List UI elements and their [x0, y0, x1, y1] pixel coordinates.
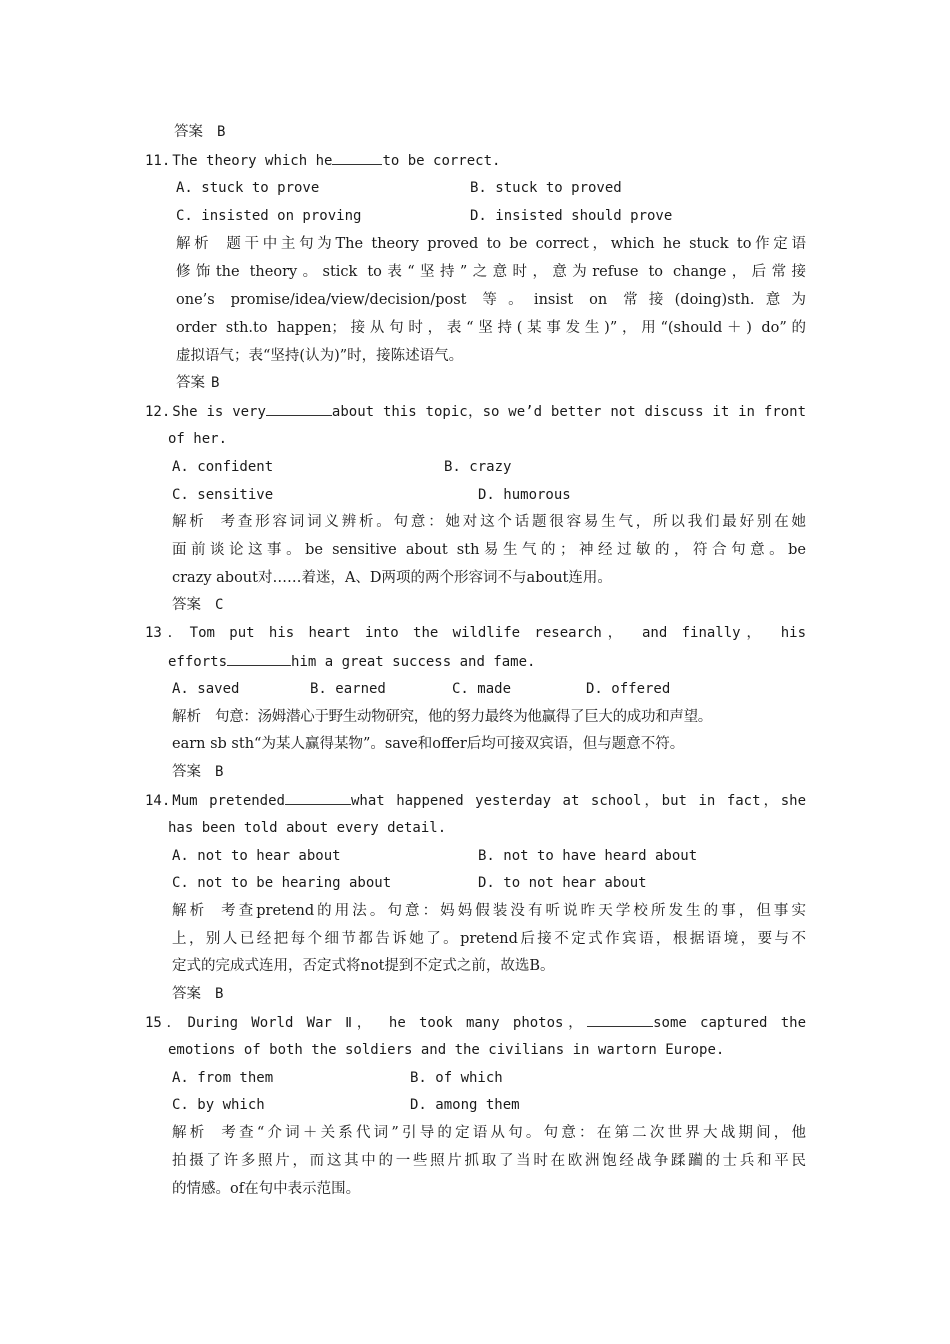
q15-analysis-line-3: 的情感。of在句中表示范围。	[172, 1181, 361, 1197]
option-d: D. among them	[410, 1097, 520, 1113]
option-a: A. from them	[172, 1070, 274, 1086]
stem-text: She is very	[172, 404, 266, 420]
q13-options-row	[172, 678, 812, 700]
option-c: C. sensitive	[172, 487, 274, 503]
answer-label: 答案	[172, 764, 201, 780]
q14-analysis-line-3: 定式的完成式连用，否定式将not提到不定式之前，故选B。	[172, 958, 555, 974]
q14-answer	[172, 983, 223, 1005]
question-number: 12.	[145, 404, 171, 420]
answer-blank	[227, 650, 291, 666]
q15-options-row-1	[172, 1067, 812, 1089]
option-c: C. by which	[172, 1097, 265, 1113]
option-b: B. not to have heard about	[478, 848, 698, 864]
q11-analysis-line-3: one’s promise/idea/view/decision/post 等。insist on 常接(doing)sth.意为	[176, 292, 806, 308]
q11-answer	[176, 372, 219, 394]
q11-analysis-line-1	[176, 233, 806, 255]
analysis-label: 解析	[172, 1125, 208, 1141]
q15-analysis-line-1	[172, 1122, 806, 1144]
answer-value: B	[215, 764, 224, 780]
option-b: B. stuck to proved	[470, 180, 622, 196]
analysis-label: 解析	[172, 903, 208, 919]
q13-answer	[172, 761, 223, 783]
question-number: 13．	[145, 625, 188, 641]
q11-analysis-line-5: 虚拟语气；表“坚持(认为)”时，接陈述语气。	[176, 348, 464, 364]
q11-options-row-2	[176, 205, 816, 227]
stem-text: Tom put his heart into the wildlife research， and finally， his	[189, 625, 806, 641]
stem-text: During World War Ⅱ， he took many photos，	[187, 1015, 588, 1031]
q14-analysis-line-1	[172, 900, 806, 922]
option-c: C. not to be hearing about	[172, 875, 392, 891]
q15-stem-line-2: emotions of both the soldiers and the civilians in wartorn Europe.	[168, 1042, 725, 1058]
q11-analysis-line-4: order sth.to happen；接从句时，表“坚持(某事发生)”，用“(should＋) do”的	[176, 320, 806, 336]
q12-stem-line-2: of her.	[168, 431, 228, 447]
q12-options-row-2	[172, 484, 812, 506]
answer-blank	[285, 789, 351, 805]
option-a: A. stuck to prove	[176, 180, 320, 196]
answer-value: B	[215, 986, 224, 1002]
question-number: 15．	[145, 1015, 186, 1031]
analysis-text: 句意：汤姆潜心于野生动物研究，他的努力最终为他赢得了巨大的成功和声望。	[215, 709, 712, 725]
analysis-text: 考查形容词词义辨析。句意：她对这个话题很容易生气，所以我们最好别在她	[220, 514, 806, 530]
answer-label: 答案	[172, 597, 201, 613]
stem-text: about this topic，so we’d better not discuss it in front	[331, 404, 806, 420]
q15-stem-line-1	[145, 1011, 806, 1033]
q15-options-row-2	[172, 1094, 812, 1116]
q11-options-row-1	[176, 177, 816, 199]
answer-blank	[266, 400, 332, 416]
stem-text: Mum pretended	[172, 793, 285, 809]
q12-answer	[172, 594, 223, 616]
stem-text: what happened yesterday at school，but in fact，she	[350, 793, 806, 809]
q15-analysis-line-2: 拍摄了许多照片，而这其中的一些照片抓取了当时在欧洲饱经战争蹂躏的士兵和平民	[172, 1153, 806, 1169]
answer-value: C	[215, 597, 224, 613]
q12-analysis-line-1	[172, 511, 806, 533]
q14-options-row-1	[172, 845, 812, 867]
q13-stem-line-1	[145, 622, 806, 644]
q12-stem-line-1	[145, 400, 806, 422]
stem-text: some captured the	[653, 1015, 806, 1031]
stem-text: to be correct.	[382, 153, 501, 169]
option-d: D. to not hear about	[478, 875, 647, 891]
analysis-label: 解析	[172, 709, 201, 725]
stem-text: efforts	[168, 654, 228, 670]
q13-analysis-line-2: earn sb sth“为某人赢得某物”。save和offer后均可接双宾语，但与题意不符。	[172, 736, 685, 752]
option-c: C. made	[452, 681, 512, 697]
q14-options-row-2	[172, 872, 812, 894]
q14-analysis-line-2: 上，别人已经把每个细节都告诉她了。pretend后接不定式作宾语，根据语境，要与不	[172, 931, 806, 947]
option-a: A. confident	[172, 459, 274, 475]
q11-analysis-line-2: 修饰the theory。stick to表“坚持”之意时，意为refuse to change，后常接	[176, 264, 806, 280]
answer-value: B	[217, 124, 226, 140]
q14-stem-line-1	[145, 789, 806, 811]
answer-label: 答案	[174, 124, 203, 140]
stem-text: The theory which he	[172, 153, 333, 169]
option-a: A. not to hear about	[172, 848, 341, 864]
q10-answer	[174, 121, 225, 143]
analysis-text: 考查“介词＋关系代词”引导的定语从句。句意：在第二次世界大战期间，他	[221, 1125, 806, 1141]
analysis-text: 考查pretend的用法。句意：妈妈假装没有听说昨天学校所发生的事，但事实	[221, 903, 806, 919]
option-c: C. insisted on proving	[176, 208, 362, 224]
question-number: 11.	[145, 153, 171, 169]
answer-value: B	[211, 375, 220, 391]
answer-blank	[332, 149, 382, 165]
option-b: B. earned	[310, 681, 386, 697]
analysis-label: 解析	[176, 236, 213, 252]
q13-analysis-line-1	[172, 706, 817, 728]
question-number: 14.	[145, 793, 171, 809]
analysis-text: 题干中主句为The theory proved to be correct，which he stuck to作定语	[226, 236, 806, 252]
option-b: B. of which	[410, 1070, 503, 1086]
q12-analysis-line-2: 面前谈论这事。be sensitive about sth易生气的；神经过敏的，符合句意。be	[172, 542, 806, 558]
q12-analysis-line-3: crazy about对……着迷，A、D两项的两个形容词不与about连用。	[172, 570, 612, 586]
option-d: D. insisted should prove	[470, 208, 673, 224]
option-a: A. saved	[172, 681, 240, 697]
q13-stem-line-2	[168, 650, 535, 672]
q11-stem	[145, 149, 500, 171]
q12-options-row-1	[172, 456, 812, 478]
answer-blank	[587, 1011, 653, 1027]
option-d: D. humorous	[478, 487, 571, 503]
stem-text: him a great success and fame.	[291, 654, 536, 670]
analysis-label: 解析	[172, 514, 207, 530]
option-d: D. offered	[586, 681, 671, 697]
answer-label: 答案	[176, 375, 205, 391]
answer-label: 答案	[172, 986, 201, 1002]
option-b: B. crazy	[444, 459, 512, 475]
q14-stem-line-2: has been told about every detail.	[168, 820, 447, 836]
